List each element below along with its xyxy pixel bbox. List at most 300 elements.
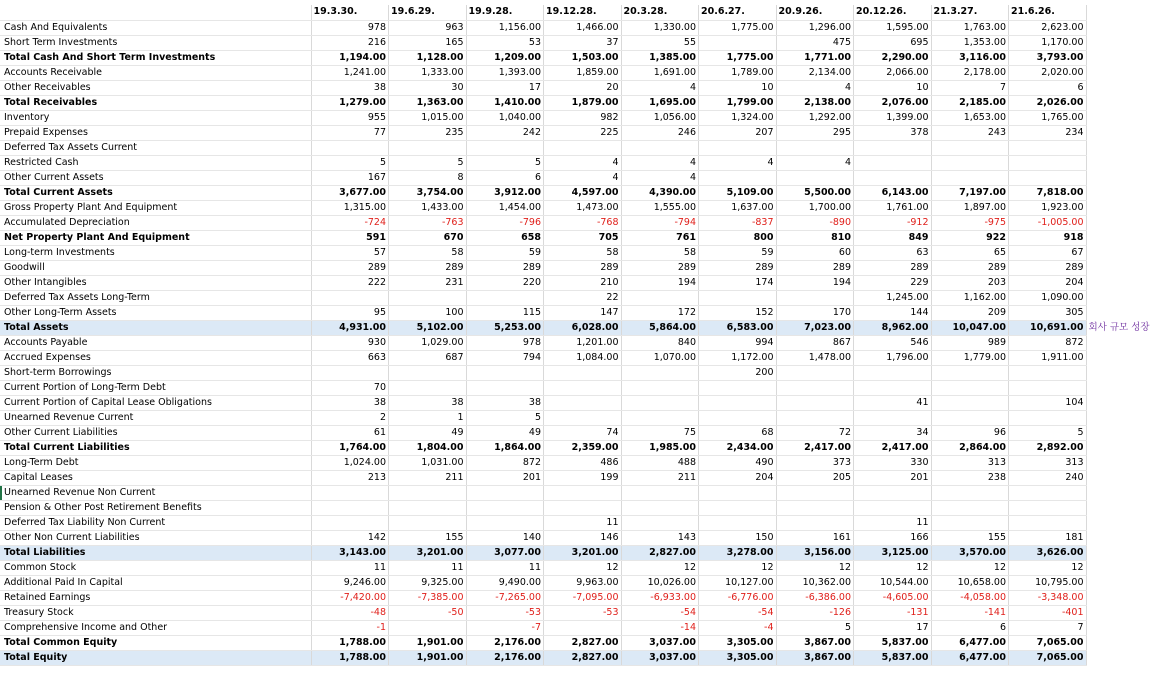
value-cell[interactable]: 1,466.00	[544, 20, 622, 35]
value-cell[interactable]: 5,500.00	[776, 185, 854, 200]
value-cell[interactable]: 5	[389, 155, 467, 170]
row-label-cell[interactable]: Retained Earnings	[0, 590, 311, 605]
empty-cell[interactable]	[1086, 350, 1162, 365]
empty-cell[interactable]	[1086, 605, 1162, 620]
value-cell[interactable]: 989	[931, 335, 1009, 350]
value-cell[interactable]: 7,197.00	[931, 185, 1009, 200]
empty-cell[interactable]	[1086, 425, 1162, 440]
value-cell[interactable]: 174	[699, 275, 777, 290]
value-cell[interactable]: 55	[621, 35, 699, 50]
value-cell[interactable]: 2,020.00	[1009, 65, 1087, 80]
empty-cell[interactable]	[1086, 500, 1162, 515]
value-cell[interactable]	[311, 290, 389, 305]
value-cell[interactable]: 38	[466, 395, 544, 410]
header-cell-date[interactable]: 20.12.26.	[854, 5, 932, 20]
row-label-cell[interactable]: Accrued Expenses	[0, 350, 311, 365]
header-cell-date[interactable]: 20.9.26.	[776, 5, 854, 20]
value-cell[interactable]: 1,385.00	[621, 50, 699, 65]
empty-cell[interactable]	[1086, 5, 1162, 20]
row-label-cell[interactable]: Pension & Other Post Retirement Benefits	[0, 500, 311, 515]
value-cell[interactable]: -724	[311, 215, 389, 230]
value-cell[interactable]: 104	[1009, 395, 1087, 410]
value-cell[interactable]: 1,879.00	[544, 95, 622, 110]
value-cell[interactable]: 235	[389, 125, 467, 140]
value-cell[interactable]: -7,265.00	[466, 590, 544, 605]
value-cell[interactable]: 201	[854, 470, 932, 485]
value-cell[interactable]	[854, 410, 932, 425]
value-cell[interactable]: 38	[389, 395, 467, 410]
value-cell[interactable]: 2,185.00	[931, 95, 1009, 110]
value-cell[interactable]	[544, 500, 622, 515]
value-cell[interactable]	[544, 620, 622, 635]
value-cell[interactable]: 77	[311, 125, 389, 140]
header-cell-date[interactable]: 19.3.30.	[311, 5, 389, 20]
value-cell[interactable]	[854, 170, 932, 185]
value-cell[interactable]: 17	[466, 80, 544, 95]
value-cell[interactable]: 199	[544, 470, 622, 485]
value-cell[interactable]: 203	[931, 275, 1009, 290]
value-cell[interactable]: 1,595.00	[854, 20, 932, 35]
value-cell[interactable]	[776, 485, 854, 500]
empty-cell[interactable]	[1086, 515, 1162, 530]
value-cell[interactable]	[1009, 500, 1087, 515]
value-cell[interactable]: 3,037.00	[621, 650, 699, 665]
value-cell[interactable]: 59	[699, 245, 777, 260]
value-cell[interactable]: 849	[854, 230, 932, 245]
row-label-cell[interactable]: Other Intangibles	[0, 275, 311, 290]
value-cell[interactable]: 216	[311, 35, 389, 50]
value-cell[interactable]	[311, 515, 389, 530]
empty-cell[interactable]	[1086, 380, 1162, 395]
value-cell[interactable]: 3,793.00	[1009, 50, 1087, 65]
row-label-cell[interactable]: Common Stock	[0, 560, 311, 575]
value-cell[interactable]	[389, 515, 467, 530]
value-cell[interactable]: 12	[776, 560, 854, 575]
value-cell[interactable]: 2,134.00	[776, 65, 854, 80]
row-label-cell[interactable]: Long-Term Debt	[0, 455, 311, 470]
value-cell[interactable]	[699, 410, 777, 425]
row-label-cell[interactable]: Long-term Investments	[0, 245, 311, 260]
value-cell[interactable]: 1,172.00	[699, 350, 777, 365]
value-cell[interactable]: 6,143.00	[854, 185, 932, 200]
value-cell[interactable]: 289	[854, 260, 932, 275]
empty-cell[interactable]	[1086, 470, 1162, 485]
value-cell[interactable]: -4,058.00	[931, 590, 1009, 605]
empty-cell[interactable]	[1086, 650, 1162, 665]
value-cell[interactable]: 2,359.00	[544, 440, 622, 455]
value-cell[interactable]: 63	[854, 245, 932, 260]
value-cell[interactable]	[776, 380, 854, 395]
value-cell[interactable]: 1,555.00	[621, 200, 699, 215]
value-cell[interactable]: 591	[311, 230, 389, 245]
value-cell[interactable]: 140	[466, 530, 544, 545]
value-cell[interactable]: 872	[1009, 335, 1087, 350]
row-label-cell[interactable]: Accumulated Depreciation	[0, 215, 311, 230]
empty-cell[interactable]	[1086, 395, 1162, 410]
empty-cell[interactable]	[1086, 260, 1162, 275]
value-cell[interactable]	[699, 500, 777, 515]
value-cell[interactable]: 9,963.00	[544, 575, 622, 590]
value-cell[interactable]: 150	[699, 530, 777, 545]
row-label-cell[interactable]: Gross Property Plant And Equipment	[0, 200, 311, 215]
value-cell[interactable]	[776, 140, 854, 155]
empty-cell[interactable]	[1086, 185, 1162, 200]
value-cell[interactable]: 172	[621, 305, 699, 320]
value-cell[interactable]: 5,837.00	[854, 635, 932, 650]
value-cell[interactable]: 2,417.00	[776, 440, 854, 455]
value-cell[interactable]: -6,386.00	[776, 590, 854, 605]
value-cell[interactable]: -7,420.00	[311, 590, 389, 605]
value-cell[interactable]: 38	[311, 395, 389, 410]
value-cell[interactable]: 1,241.00	[311, 65, 389, 80]
value-cell[interactable]: -14	[621, 620, 699, 635]
value-cell[interactable]: 6,028.00	[544, 320, 622, 335]
value-cell[interactable]: 1,201.00	[544, 335, 622, 350]
value-cell[interactable]: 1,761.00	[854, 200, 932, 215]
value-cell[interactable]: 72	[776, 425, 854, 440]
value-cell[interactable]: 3,867.00	[776, 635, 854, 650]
value-cell[interactable]: 3,677.00	[311, 185, 389, 200]
value-cell[interactable]: -890	[776, 215, 854, 230]
value-cell[interactable]: 1,637.00	[699, 200, 777, 215]
value-cell[interactable]: 10,127.00	[699, 575, 777, 590]
empty-cell[interactable]	[1086, 290, 1162, 305]
value-cell[interactable]: 930	[311, 335, 389, 350]
header-cell-date[interactable]: 20.6.27.	[699, 5, 777, 20]
value-cell[interactable]: 705	[544, 230, 622, 245]
value-cell[interactable]	[621, 395, 699, 410]
value-cell[interactable]: 978	[311, 20, 389, 35]
value-cell[interactable]: 3,278.00	[699, 545, 777, 560]
value-cell[interactable]: 222	[311, 275, 389, 290]
value-cell[interactable]: 2,434.00	[699, 440, 777, 455]
value-cell[interactable]: 1,015.00	[389, 110, 467, 125]
value-cell[interactable]: 166	[854, 530, 932, 545]
value-cell[interactable]: 10,691.00	[1009, 320, 1087, 335]
value-cell[interactable]: 378	[854, 125, 932, 140]
value-cell[interactable]: 225	[544, 125, 622, 140]
value-cell[interactable]	[311, 485, 389, 500]
value-cell[interactable]: 867	[776, 335, 854, 350]
value-cell[interactable]: -796	[466, 215, 544, 230]
value-cell[interactable]: 7,065.00	[1009, 650, 1087, 665]
empty-cell[interactable]	[1086, 455, 1162, 470]
value-cell[interactable]: 65	[931, 245, 1009, 260]
value-cell[interactable]: 1,056.00	[621, 110, 699, 125]
value-cell[interactable]: 242	[466, 125, 544, 140]
value-cell[interactable]: 1,859.00	[544, 65, 622, 80]
value-cell[interactable]: 1,024.00	[311, 455, 389, 470]
value-cell[interactable]: -837	[699, 215, 777, 230]
value-cell[interactable]: 289	[389, 260, 467, 275]
row-label-cell[interactable]: Current Portion of Capital Lease Obligations	[0, 395, 311, 410]
value-cell[interactable]	[389, 290, 467, 305]
value-cell[interactable]: 5,109.00	[699, 185, 777, 200]
value-cell[interactable]: 1,788.00	[311, 650, 389, 665]
row-label-cell[interactable]: Net Property Plant And Equipment	[0, 230, 311, 245]
value-cell[interactable]	[311, 365, 389, 380]
value-cell[interactable]: 2,827.00	[544, 635, 622, 650]
value-cell[interactable]: -6,933.00	[621, 590, 699, 605]
value-cell[interactable]: 289	[699, 260, 777, 275]
value-cell[interactable]: 1,029.00	[389, 335, 467, 350]
value-cell[interactable]: 810	[776, 230, 854, 245]
value-cell[interactable]: 1,324.00	[699, 110, 777, 125]
value-cell[interactable]: 115	[466, 305, 544, 320]
value-cell[interactable]: 213	[311, 470, 389, 485]
value-cell[interactable]: 1	[389, 410, 467, 425]
value-cell[interactable]: 1,070.00	[621, 350, 699, 365]
value-cell[interactable]: 7	[1009, 620, 1087, 635]
value-cell[interactable]: -141	[931, 605, 1009, 620]
value-cell[interactable]: 2,827.00	[544, 650, 622, 665]
value-cell[interactable]	[776, 170, 854, 185]
value-cell[interactable]: 74	[544, 425, 622, 440]
value-cell[interactable]: 3,912.00	[466, 185, 544, 200]
value-cell[interactable]: 204	[1009, 275, 1087, 290]
value-cell[interactable]: 4	[776, 155, 854, 170]
value-cell[interactable]: 695	[854, 35, 932, 50]
value-cell[interactable]: 1,985.00	[621, 440, 699, 455]
value-cell[interactable]	[1009, 380, 1087, 395]
value-cell[interactable]: 1,399.00	[854, 110, 932, 125]
value-cell[interactable]: 211	[389, 470, 467, 485]
row-label-cell[interactable]: Current Portion of Long-Term Debt	[0, 380, 311, 395]
value-cell[interactable]	[931, 170, 1009, 185]
value-cell[interactable]: 687	[389, 350, 467, 365]
empty-cell[interactable]	[1086, 365, 1162, 380]
value-cell[interactable]: 3,116.00	[931, 50, 1009, 65]
value-cell[interactable]: 2,178.00	[931, 65, 1009, 80]
value-cell[interactable]: 1,771.00	[776, 50, 854, 65]
empty-cell[interactable]	[1086, 440, 1162, 455]
value-cell[interactable]: 1,363.00	[389, 95, 467, 110]
value-cell[interactable]: 1,788.00	[311, 635, 389, 650]
value-cell[interactable]	[389, 500, 467, 515]
value-cell[interactable]: 6	[1009, 80, 1087, 95]
value-cell[interactable]	[389, 140, 467, 155]
row-label-cell[interactable]: Short Term Investments	[0, 35, 311, 50]
value-cell[interactable]: 982	[544, 110, 622, 125]
value-cell[interactable]: 1,330.00	[621, 20, 699, 35]
empty-cell[interactable]	[1086, 200, 1162, 215]
value-cell[interactable]: 10,362.00	[776, 575, 854, 590]
value-cell[interactable]: 161	[776, 530, 854, 545]
value-cell[interactable]: 4,931.00	[311, 320, 389, 335]
value-cell[interactable]: 1,901.00	[389, 650, 467, 665]
value-cell[interactable]: 4	[544, 155, 622, 170]
value-cell[interactable]: 6	[931, 620, 1009, 635]
value-cell[interactable]	[1009, 410, 1087, 425]
value-cell[interactable]	[931, 485, 1009, 500]
value-cell[interactable]	[931, 365, 1009, 380]
value-cell[interactable]: 955	[311, 110, 389, 125]
value-cell[interactable]: -54	[699, 605, 777, 620]
value-cell[interactable]: 1,799.00	[699, 95, 777, 110]
value-cell[interactable]: 3,201.00	[544, 545, 622, 560]
row-label-cell[interactable]: Accounts Payable	[0, 335, 311, 350]
value-cell[interactable]: 3,626.00	[1009, 545, 1087, 560]
value-cell[interactable]: 57	[311, 245, 389, 260]
value-cell[interactable]: 761	[621, 230, 699, 245]
row-label-cell[interactable]: Other Current Liabilities	[0, 425, 311, 440]
value-cell[interactable]: 3,077.00	[466, 545, 544, 560]
value-cell[interactable]: 5	[466, 410, 544, 425]
row-label-cell[interactable]: Total Receivables	[0, 95, 311, 110]
value-cell[interactable]: 201	[466, 470, 544, 485]
value-cell[interactable]: 4	[544, 170, 622, 185]
value-cell[interactable]	[699, 380, 777, 395]
empty-cell[interactable]	[1086, 80, 1162, 95]
empty-cell[interactable]	[1086, 635, 1162, 650]
value-cell[interactable]	[931, 380, 1009, 395]
value-cell[interactable]: 5,102.00	[389, 320, 467, 335]
value-cell[interactable]: 546	[854, 335, 932, 350]
value-cell[interactable]	[931, 500, 1009, 515]
row-label-cell[interactable]: Total Assets	[0, 320, 311, 335]
value-cell[interactable]	[389, 485, 467, 500]
value-cell[interactable]: 490	[699, 455, 777, 470]
value-cell[interactable]: 7,065.00	[1009, 635, 1087, 650]
value-cell[interactable]: 204	[699, 470, 777, 485]
value-cell[interactable]: 1,911.00	[1009, 350, 1087, 365]
value-cell[interactable]: 1,170.00	[1009, 35, 1087, 50]
value-cell[interactable]	[466, 515, 544, 530]
value-cell[interactable]: 1,864.00	[466, 440, 544, 455]
value-cell[interactable]: 658	[466, 230, 544, 245]
empty-cell[interactable]	[1086, 560, 1162, 575]
row-label-cell[interactable]: Other Long-Term Assets	[0, 305, 311, 320]
header-cell-date[interactable]: 21.3.27.	[931, 5, 1009, 20]
row-label-cell[interactable]: Total Current Assets	[0, 185, 311, 200]
value-cell[interactable]: 1,653.00	[931, 110, 1009, 125]
value-cell[interactable]: 305	[1009, 305, 1087, 320]
value-cell[interactable]: 12	[621, 560, 699, 575]
value-cell[interactable]: 95	[311, 305, 389, 320]
value-cell[interactable]: 4	[776, 80, 854, 95]
header-cell-date[interactable]: 19.12.28.	[544, 5, 622, 20]
value-cell[interactable]: 475	[776, 35, 854, 50]
empty-cell[interactable]	[1086, 245, 1162, 260]
value-cell[interactable]: 205	[776, 470, 854, 485]
value-cell[interactable]: 100	[389, 305, 467, 320]
value-cell[interactable]: 2,827.00	[621, 545, 699, 560]
value-cell[interactable]	[776, 410, 854, 425]
value-cell[interactable]: 8,962.00	[854, 320, 932, 335]
value-cell[interactable]: 59	[466, 245, 544, 260]
value-cell[interactable]: 12	[699, 560, 777, 575]
value-cell[interactable]: 5	[311, 155, 389, 170]
value-cell[interactable]	[854, 155, 932, 170]
value-cell[interactable]: 211	[621, 470, 699, 485]
value-cell[interactable]: 1,393.00	[466, 65, 544, 80]
value-cell[interactable]: -3,348.00	[1009, 590, 1087, 605]
value-cell[interactable]: -53	[544, 605, 622, 620]
value-cell[interactable]: 41	[854, 395, 932, 410]
row-label-cell[interactable]: Inventory	[0, 110, 311, 125]
value-cell[interactable]: 1,804.00	[389, 440, 467, 455]
value-cell[interactable]: 1,292.00	[776, 110, 854, 125]
value-cell[interactable]: 1,410.00	[466, 95, 544, 110]
value-cell[interactable]: 22	[544, 290, 622, 305]
value-cell[interactable]: 240	[1009, 470, 1087, 485]
empty-cell[interactable]	[1086, 620, 1162, 635]
value-cell[interactable]: 486	[544, 455, 622, 470]
value-cell[interactable]: 3,305.00	[699, 635, 777, 650]
value-cell[interactable]	[466, 500, 544, 515]
value-cell[interactable]: 4	[621, 80, 699, 95]
value-cell[interactable]: 1,433.00	[389, 200, 467, 215]
header-cell-date[interactable]: 19.6.29.	[389, 5, 467, 20]
value-cell[interactable]: 210	[544, 275, 622, 290]
value-cell[interactable]: 58	[621, 245, 699, 260]
value-cell[interactable]: 289	[1009, 260, 1087, 275]
value-cell[interactable]: 220	[466, 275, 544, 290]
value-cell[interactable]: -1	[311, 620, 389, 635]
row-label-cell[interactable]: Cash And Equivalents	[0, 20, 311, 35]
value-cell[interactable]: 144	[854, 305, 932, 320]
value-cell[interactable]: 4	[699, 155, 777, 170]
value-cell[interactable]: 2,138.00	[776, 95, 854, 110]
value-cell[interactable]: 289	[931, 260, 1009, 275]
value-cell[interactable]: 17	[854, 620, 932, 635]
value-cell[interactable]	[699, 485, 777, 500]
value-cell[interactable]: 4,390.00	[621, 185, 699, 200]
annotation-cell[interactable]: 회사 규모 성장	[1086, 320, 1162, 335]
value-cell[interactable]: 2	[311, 410, 389, 425]
value-cell[interactable]: -768	[544, 215, 622, 230]
value-cell[interactable]: 6,477.00	[931, 635, 1009, 650]
value-cell[interactable]: 1,473.00	[544, 200, 622, 215]
header-cell-date[interactable]: 19.9.28.	[466, 5, 544, 20]
value-cell[interactable]: -7,385.00	[389, 590, 467, 605]
value-cell[interactable]: 5,253.00	[466, 320, 544, 335]
value-cell[interactable]: 1,897.00	[931, 200, 1009, 215]
value-cell[interactable]: 167	[311, 170, 389, 185]
value-cell[interactable]	[389, 365, 467, 380]
value-cell[interactable]: 2,290.00	[854, 50, 932, 65]
value-cell[interactable]: 1,333.00	[389, 65, 467, 80]
value-cell[interactable]	[621, 500, 699, 515]
value-cell[interactable]: 5	[1009, 425, 1087, 440]
value-cell[interactable]: 229	[854, 275, 932, 290]
header-cell-date[interactable]: 20.3.28.	[621, 5, 699, 20]
value-cell[interactable]: 1,923.00	[1009, 200, 1087, 215]
value-cell[interactable]: -1,005.00	[1009, 215, 1087, 230]
empty-cell[interactable]	[1086, 230, 1162, 245]
row-label-cell[interactable]: Treasury Stock	[0, 605, 311, 620]
value-cell[interactable]: 20	[544, 80, 622, 95]
value-cell[interactable]: 9,325.00	[389, 575, 467, 590]
value-cell[interactable]: -7	[466, 620, 544, 635]
value-cell[interactable]	[931, 395, 1009, 410]
value-cell[interactable]: 2,176.00	[466, 635, 544, 650]
value-cell[interactable]: 11	[544, 515, 622, 530]
value-cell[interactable]	[854, 140, 932, 155]
value-cell[interactable]: 7,818.00	[1009, 185, 1087, 200]
value-cell[interactable]	[1009, 140, 1087, 155]
value-cell[interactable]: 67	[1009, 245, 1087, 260]
value-cell[interactable]: 37	[544, 35, 622, 50]
value-cell[interactable]: 1,031.00	[389, 455, 467, 470]
row-label-cell[interactable]: Short-term Borrowings	[0, 365, 311, 380]
value-cell[interactable]	[466, 380, 544, 395]
value-cell[interactable]: 194	[776, 275, 854, 290]
value-cell[interactable]: 794	[466, 350, 544, 365]
value-cell[interactable]: 30	[389, 80, 467, 95]
value-cell[interactable]: 2,176.00	[466, 650, 544, 665]
value-cell[interactable]	[621, 140, 699, 155]
